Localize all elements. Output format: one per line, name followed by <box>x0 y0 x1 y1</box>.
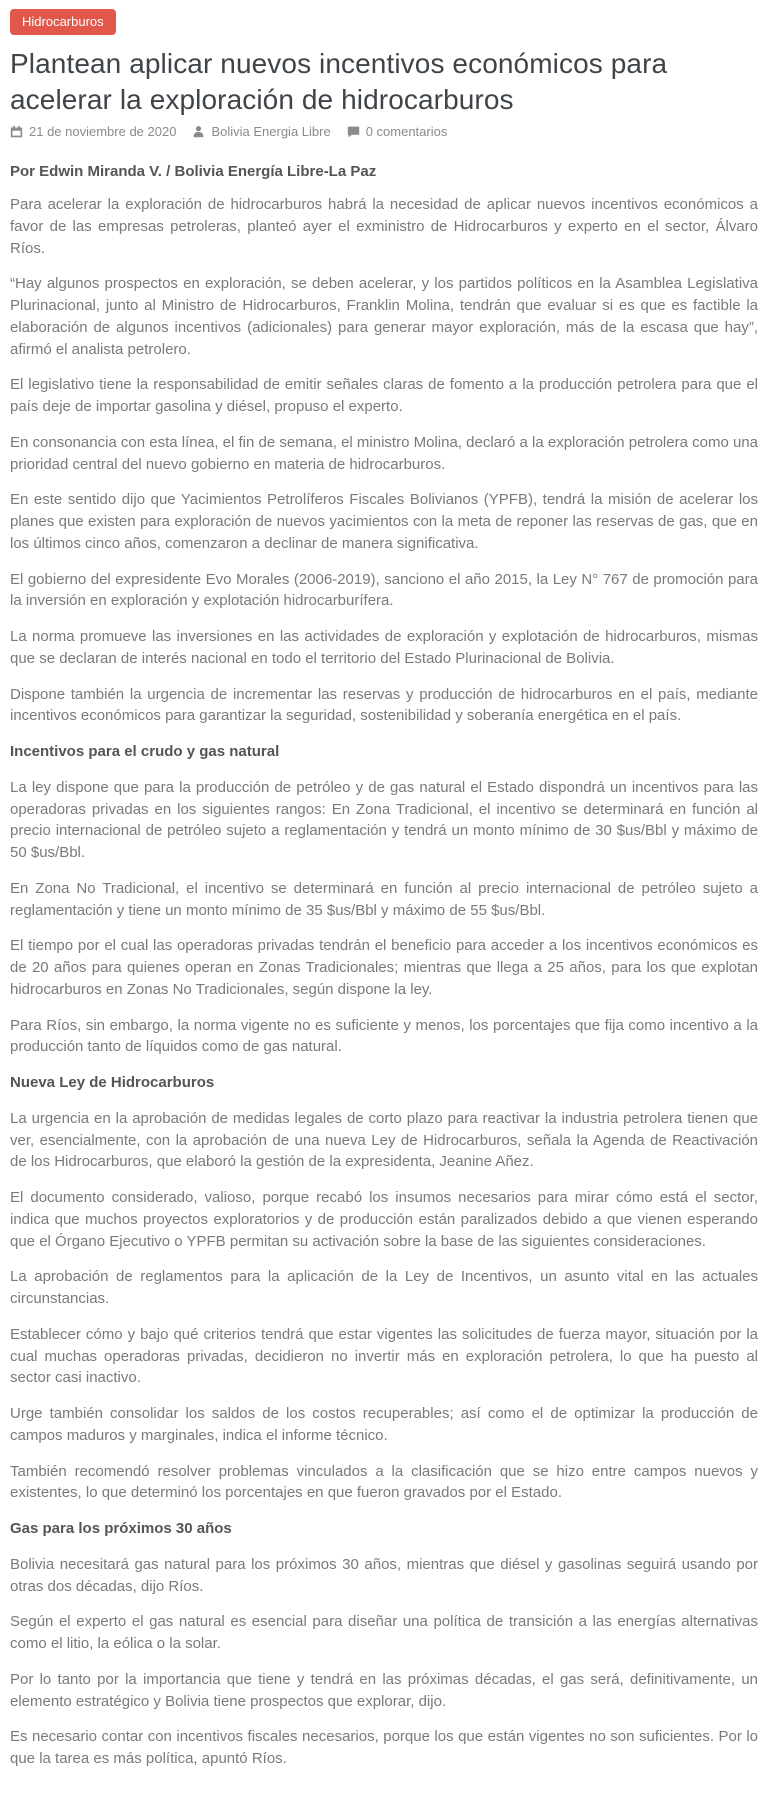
article-paragraph: El documento considerado, valioso, porque recabó los insumos necesarios para mirar cómo está el sector, indica que muchos proyectos exploratorios y de producción están paralizados debido a que vienen esperando que el Órgano Ejecutivo o YPFB permitan su activación sobre la base de las siguientes consideraciones. <box>10 1189 758 1250</box>
article-paragraph: La urgencia en la aprobación de medidas legales de corto plazo para reactivar la industria petrolera tienen que ver, esencialmente, con la aprobación de una nueva Ley de Hidrocarburos, señala la Agenda de Reactivación de los Hidrocarburos, que elaboró la gestión de la expresidenta, Jeanine Añez. <box>10 1109 758 1171</box>
section-heading: Gas para los próximos 30 años <box>10 1520 232 1538</box>
post-author: Bolivia Energia Libre <box>211 124 331 140</box>
article-paragraph: La norma promueve las inversiones en las actividades de exploración y explotación de hidrocarburos, mismas que se declaran de interés nacional en todo el territorio del Estado Plurinacional de Bolivia. <box>10 628 758 667</box>
category-badge[interactable]: Hidrocarburos <box>10 9 116 35</box>
article-paragraph: En Zona No Tradicional, el incentivo se determinará en función al precio internacional de petróleo sujeto a reglamentación y tiene un monto mínimo de 35 $us/Bbl y máximo de 55 $us/Bbl. <box>10 879 758 919</box>
article-paragraph: También recomendó resolver problemas vinculados a la clasificación que se hizo entre campos nuevos y existentes, lo que determinó los porcentajes en que fueron gravados por el Estado. <box>10 1462 758 1502</box>
article-paragraph: En este sentido dijo que Yacimientos Petrolíferos Fiscales Bolivianos (YPFB), tendrá la misión de acelerar los planes que existen para exploración de nuevos yacimientos con la meta de reponer las reservas de gas, que en los últimos cinco años, comenzaron a declinar de manera significativa. <box>10 491 758 552</box>
comment-count: 0 comentarios <box>365 124 448 140</box>
section-heading: Incentivos para el crudo y gas natural <box>10 743 280 761</box>
post-header <box>10 9 758 139</box>
post-date-link[interactable] <box>10 124 176 139</box>
article-paragraph: El gobierno del expresidente Evo Morales (2006-2019), sanciono el año 2015, la Ley N° 767 de promoción para la inversión en exploración y explotación hidrocarburífera. <box>10 570 758 610</box>
article-paragraph: Bolivia necesitará gas natural para los próximos 30 años, mientras que diésel y gasolinas seguirá usando por otras dos décadas, dijo Ríos. <box>10 1555 758 1595</box>
article-paragraph: Para acelerar la exploración de hidrocarburos habrá la necesidad de aplicar nuevos incentivos económicos a favor de las empresas petroleras, planteó ayer el exministro de Hidrocarburos y experto en el sector, Álvaro Ríos. <box>10 196 758 257</box>
article-paragraph: El legislativo tiene la responsabilidad de emitir señales claras de fomento a la producción petrolera para que el país deje de importar gasolina y diésel, propuso el experto. <box>10 376 758 416</box>
user-icon <box>192 125 205 138</box>
article-blocks <box>10 194 758 1770</box>
article-paragraph: Por lo tanto por la importancia que tiene y tendrá en las próximas décadas, el gas será, definitivamente, un elemento estratégico y Bolivia tiene prospectos que explorar, dijo. <box>10 1670 758 1710</box>
article-paragraph: La ley dispone que para la producción de petróleo y de gas natural el Estado dispondrá un incentivos para las operadoras privadas en los siguientes rangos: En Zona Tradicional, el incentivo se determinará en función al precio internacional de petróleo sujeto a reglamentación y tendrá un monto mínimo de 30 $us/Bbl y máximo de 50 $us/Bbl. <box>10 778 758 862</box>
post-date: 21 de noviembre de 2020 <box>29 124 177 140</box>
article-paragraph: En consonancia con esta línea, el fin de semana, el ministro Molina, declaró a la exploración petrolera como una prioridad central del nuevo gobierno en materia de hidrocarburos. <box>10 433 758 473</box>
article-paragraph: Para Ríos, sin embargo, la norma vigente no es suficiente y menos, los porcentajes que fija como incentivo a la producción tanto de líquidos como de gas natural. <box>10 1016 758 1056</box>
byline: Por Edwin Miranda V. / Bolivia Energía Libre-La Paz <box>10 163 377 181</box>
page-title: Plantean aplicar nuevos incentivos económicos para acelerar la exploración de hidrocarburos <box>10 48 668 115</box>
article-body <box>10 163 758 1770</box>
article-paragraph: Urge también consolidar los saldos de los costos recuperables; así como el de optimizar la producción de campos maduros y marginales, indica el informe técnico. <box>10 1405 758 1444</box>
article-paragraph: Es necesario contar con incentivos fiscales necesarios, porque los que están vigentes no son suficientes. Por lo que la tarea es más política, apuntó Ríos. <box>10 1728 758 1768</box>
article-paragraph: El tiempo por el cual las operadoras privadas tendrán el beneficio para acceder a los incentivos económicos es de 20 años para quienes operan en Zonas Tradicionales; mientras que llega a 25 años, para los que explotan hidrocarburos en Zonas No Tradicionales, según dispone la ley. <box>10 937 758 998</box>
article-paragraph: Establecer cómo y bajo qué criterios tendrá que estar vigentes las solicitudes de fuerza mayor, situación por la cual muchas operadoras privadas, decidieron no invertir más en exploración petrolera, lo que ha puesto al sector casi inactivo. <box>10 1325 758 1387</box>
article-paragraph: “Hay algunos prospectos en exploración, se deben acelerar, y los partidos políticos en la Asamblea Legislativa Plurinacional, junto al Ministro de Hidrocarburos, Franklin Molina, tendrán que evaluar si es que es factible la elaboración de algunos incentivos (adicionales) para generar mayor exploración, más de la escasa que hay”, afirmó el analista petrolero. <box>10 275 758 358</box>
comment-icon <box>347 125 360 138</box>
post-meta <box>10 124 758 139</box>
comments-link[interactable] <box>347 124 448 139</box>
article-paragraph: Dispone también la urgencia de incrementar las reservas y producción de hidrocarburos en el país, mediante incentivos económicos para garantizar la seguridad, sostenibilidad y soberanía energética en el país. <box>10 685 758 725</box>
post-author-link[interactable] <box>192 124 330 139</box>
article-paragraph: La aprobación de reglamentos para la aplicación de la Ley de Incentivos, un asunto vital en las actuales circunstancias. <box>10 1268 758 1308</box>
calendar-icon <box>10 125 23 138</box>
section-heading: Nueva Ley de Hidrocarburos <box>10 1074 215 1092</box>
article-paragraph: Según el experto el gas natural es esencial para diseñar una política de transición a las energías alternativas como el litio, la eólica o la solar. <box>10 1613 758 1653</box>
